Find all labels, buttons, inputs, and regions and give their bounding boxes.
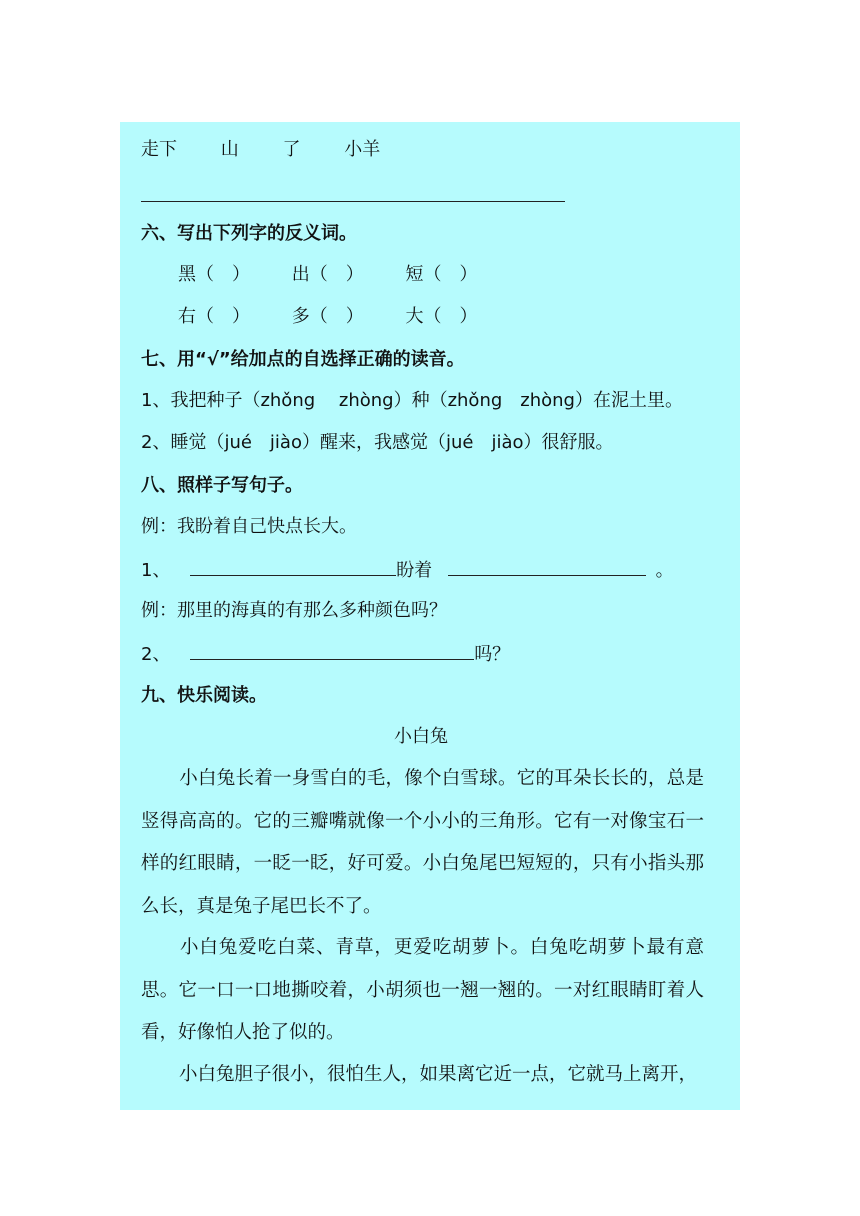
item-number: 2、 <box>141 644 171 665</box>
sentence-item-2 <box>141 641 510 667</box>
answer-line[interactable] <box>141 201 565 202</box>
section9-title: 九、快乐阅读。 <box>141 685 267 706</box>
story-paragraph-1 <box>141 758 704 928</box>
item-number: 1、 <box>141 560 171 581</box>
item-end: 吗？ <box>474 644 511 665</box>
story-paragraph-3 <box>141 1054 704 1097</box>
sentence-item-1 <box>141 557 674 583</box>
antonym-row-1 <box>178 263 477 287</box>
example-sentence-2: 例：那里的海真的有那么多种颜色吗？ <box>141 600 447 621</box>
answer-blank[interactable] <box>448 557 646 576</box>
scramble-word: 走下 <box>141 139 177 160</box>
section7-title: 七、用“√”给加点的自选择正确的读音。 <box>141 349 465 370</box>
example-sentence-1: 例：我盼着自己快点长大。 <box>141 516 357 537</box>
section8-title: 八、照样子写句子。 <box>141 475 303 496</box>
paragraph-text: 小白兔长着一身雪白的毛，像个白雪球。它的耳朵长长的，总是竖得高高的。它的三瓣嘴就像一个小小的三角形。它有一对像宝石一样的红眼睛，一眨一眨，好可爱。小白兔尾巴短短的，只有小指头那么长，真是兔子尾巴长不了。 <box>141 768 704 917</box>
item-end-punct: 。 <box>655 560 674 581</box>
scramble-words <box>141 138 380 162</box>
pinyin-question-2: 2、睡觉（jué jiào）醒来，我感觉（jué jiào）很舒服。 <box>141 432 614 453</box>
scramble-word: 了 <box>282 139 301 160</box>
paragraph-text: 小白兔爱吃白菜、青草，更爱吃胡萝卜。白兔吃胡萝卜最有意思。它一口一口地撕咬着，小胡须也一翘一翘的。一对红眼睛盯着人看，好像怕人抢了似的。 <box>141 937 704 1043</box>
answer-blank[interactable] <box>190 641 474 660</box>
pinyin-question-1: 1、我把种子（zhǒng zhòng）种（zhǒng zhòng）在泥土里。 <box>141 390 683 411</box>
paragraph-text: 小白兔胆子很小，很怕生人，如果离它近一点，它就马上离开， <box>179 1064 698 1085</box>
antonym-item: 出（ ） <box>291 264 364 285</box>
antonym-row-2 <box>178 305 477 329</box>
antonym-item: 黑（ ） <box>178 264 250 285</box>
scramble-word: 山 <box>220 139 239 160</box>
antonym-item: 右（ ） <box>178 306 250 327</box>
antonym-item: 多（ ） <box>291 306 364 327</box>
scramble-word: 小羊 <box>344 139 381 160</box>
story-title: 小白兔 <box>394 726 448 747</box>
story-paragraph-2 <box>141 927 704 1055</box>
antonym-item: 短（ ） <box>405 264 478 285</box>
section6-title: 六、写出下列字的反义词。 <box>141 223 357 244</box>
answer-blank[interactable] <box>190 557 396 576</box>
worksheet-page <box>120 122 740 1110</box>
item-keyword: 盼着 <box>396 560 433 581</box>
antonym-item: 大（ ） <box>405 306 478 327</box>
